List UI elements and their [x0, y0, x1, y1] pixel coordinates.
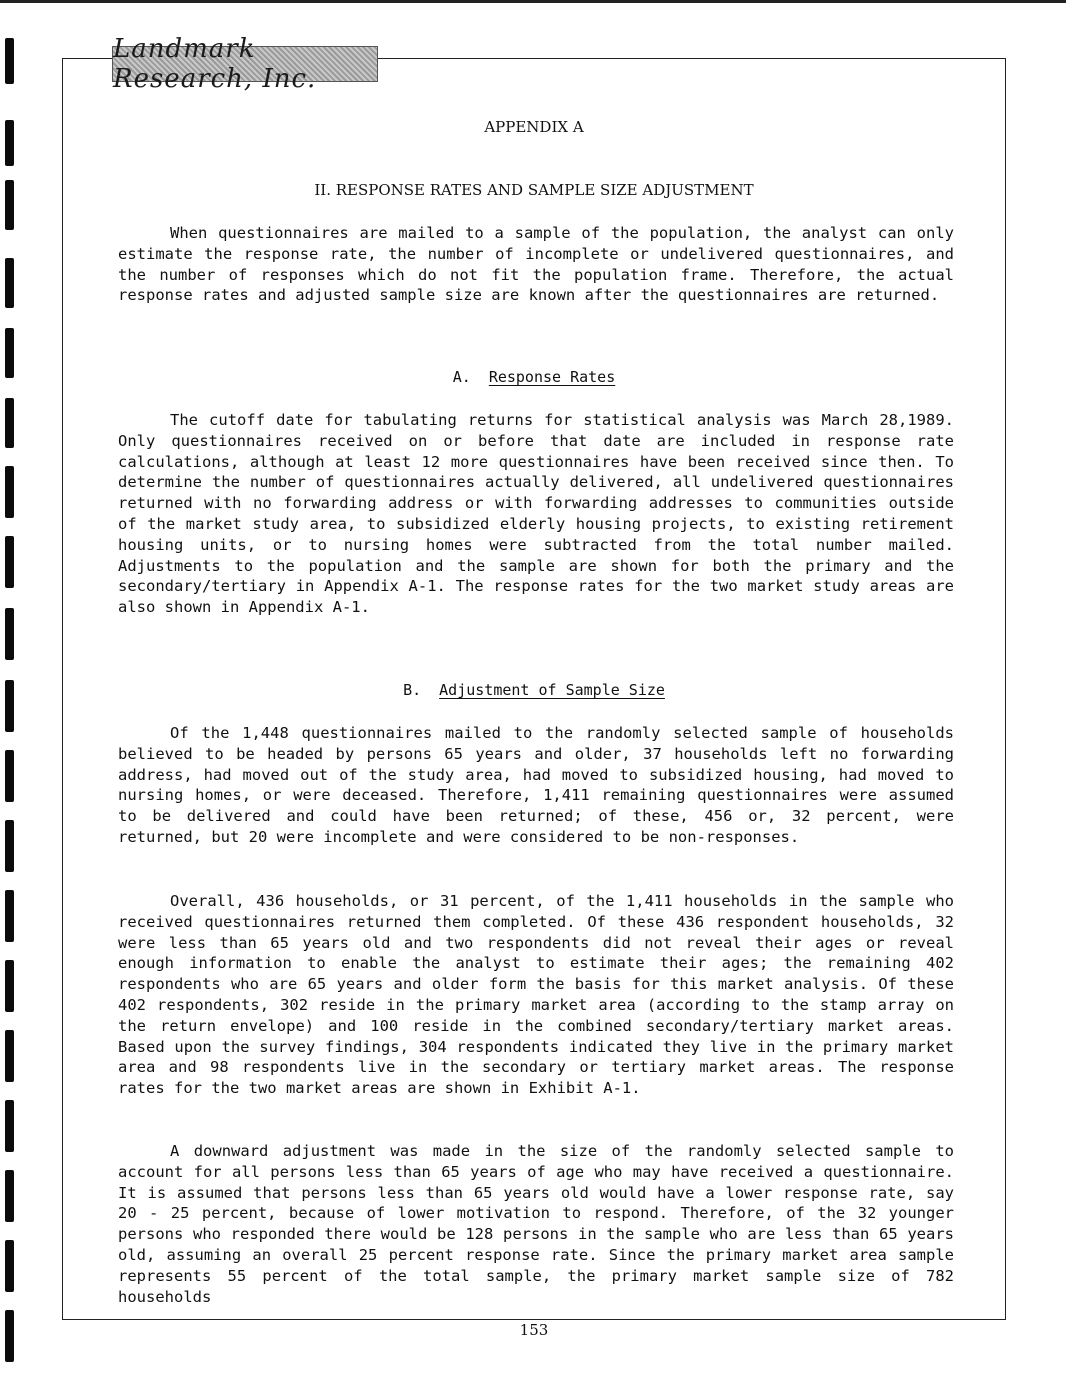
- section-a-paragraph: The cutoff date for tabulating returns for statistical analysis was March 28,1989. Only questionnaires received on or before that date are included in response rate calculations, although at least 12 more questionnaires have been received since then. To determine the number of questionnaires actually delivered, all undelivered questionnaires returned with no forwarding address or with forwarding addresses to communities outside of the market study area, to subsidized elderly housing projects, to existing retirement housing units, or to nursing homes were subtracted from the total number mailed. Adjustments to the population and the sample are shown for both the primary and the secondary/tertiary in Appendix A-1. The response rates for the two market study areas are also shown in Appendix A-1.: [118, 411, 954, 617]
- page-top-edge: [0, 0, 1066, 3]
- appendix-title: APPENDIX A: [484, 118, 584, 136]
- section-b-paragraph-2: Overall, 436 households, or 31 percent, of the 1,411 households in the sample who received questionnaires returned them completed. Of these 436 respondent households, 32 were less than 65 years old and two respondents did not reveal their ages or reveal enough information to enable the analyst to estimate their ages; the remaining 402 respondents who are 65 years and older form the basis for this market analysis. Of these 402 respondents, 302 reside in the primary market area (according to the stamp array on the return envelope) and 100 reside in the combined secondary/tertiary market areas. Based upon the survey findings, 304 respondents indicated they live in the primary market area and 98 respondents live in the secondary or tertiary market areas. The response rates for the two market areas are shown in Exhibit A-1.: [118, 892, 954, 1098]
- section-a-label: A.: [452, 368, 471, 386]
- intro-paragraph: When questionnaires are mailed to a sample of the population, the analyst can only estimate the response rate, the number of incomplete or undelivered questionnaires, and the number of responses which do not fit the population frame. Therefore, the actual response rates and adjusted sample size are known after the questionnaires are returned.: [118, 224, 954, 305]
- section-b-label: B.: [403, 681, 422, 699]
- company-logo: Landmark Research, Inc.: [112, 46, 378, 82]
- section-b-paragraph-3: A downward adjustment was made in the size of the randomly selected sample to account for all persons less than 65 years of age who may have received a questionnaire. It is assumed that persons less than 65 years old would have a lower response rate, say 20 - 25 percent, because of lower motivation to respond. Therefore, of the 32 younger persons who responded there would be 128 persons in the sample who are less than 65 years old, assuming an overall 25 percent response rate. Since the primary market area sample represents 55 percent of the total sample, the primary market sample size of 782 households: [118, 1142, 954, 1306]
- page-number-row: [62, 1321, 1006, 1339]
- binding-holes: [0, 20, 20, 1370]
- section-a-title: Response Rates: [488, 368, 616, 386]
- section-b-paragraph-1: Of the 1,448 questionnaires mailed to the randomly selected sample of households believed to be headed by persons 65 years and older, 37 households left no forwarding address, had moved out of the study area, had moved to subsidized housing, had moved to nursing homes, or were deceased. Therefore, 1,411 remaining questionnaires were assumed to be delivered and could have been returned; of these, 456 or, 32 percent, were returned, but 20 were incomplete and were considered to be non-responses.: [118, 724, 954, 846]
- page-number: 153: [512, 1321, 557, 1339]
- section-b-heading: [62, 681, 1006, 699]
- section-title: II. RESPONSE RATES AND SAMPLE SIZE ADJUSTMENT: [314, 181, 754, 199]
- section-a-heading: [62, 368, 1006, 386]
- section-b-title: Adjustment of Sample Size: [439, 681, 665, 699]
